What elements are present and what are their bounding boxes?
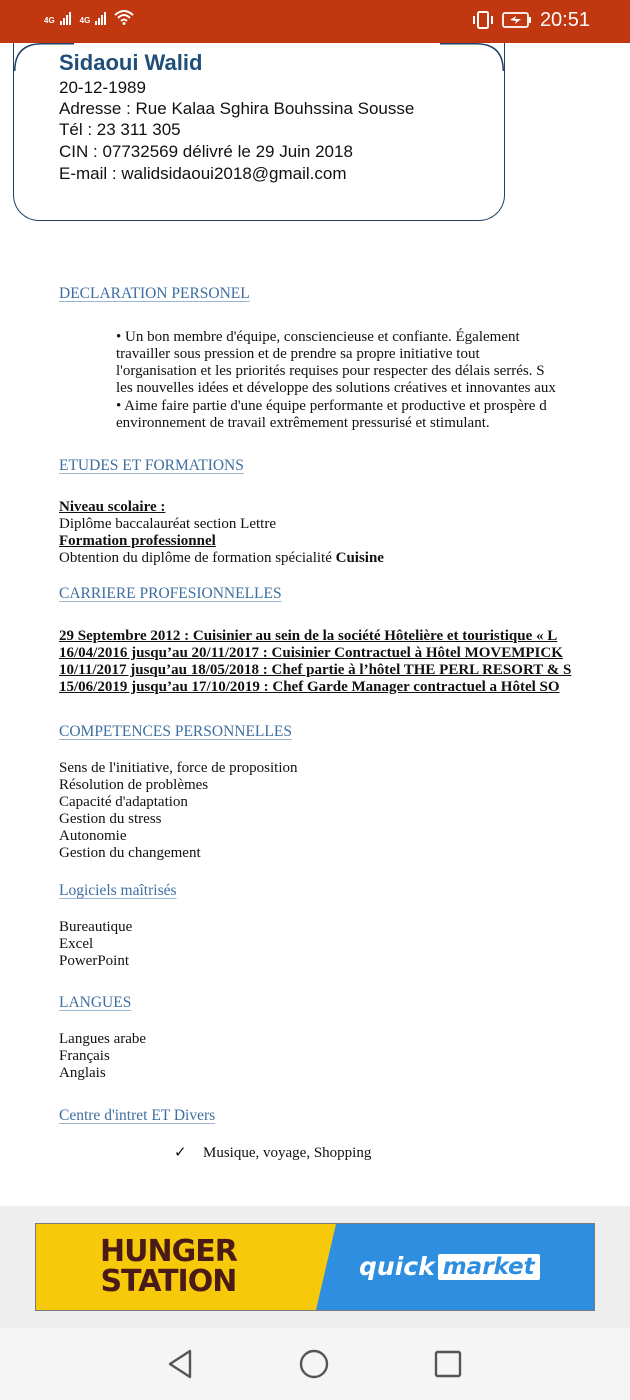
network-type-1: 4G bbox=[44, 16, 55, 25]
vibrate-icon bbox=[472, 10, 494, 30]
checkmark-icon: ✓ bbox=[174, 1145, 187, 1161]
ad-brand-logo bbox=[100, 1234, 237, 1299]
navigation-bar bbox=[0, 1328, 630, 1400]
clock: 20:51 bbox=[539, 9, 590, 31]
training-label: Formation professionnel bbox=[59, 533, 216, 549]
declaration-line: • Un bon membre d'équipe, consciencieuse et confiante. Également bbox=[116, 329, 520, 345]
career-entry: 15/06/2019 jusqu’au 17/10/2019 : Chef Garde Manager contractuel a Hôtel SO bbox=[59, 679, 560, 695]
skill-item: Gestion du stress bbox=[59, 811, 162, 827]
ad-tag-part2: market bbox=[438, 1254, 540, 1280]
cin: CIN : 07732569 délivré le 29 Juin 2018 bbox=[59, 142, 353, 161]
section-title-software: Logiciels maîtrisés bbox=[59, 882, 177, 899]
ad-brand-line2: STATION bbox=[100, 1264, 237, 1299]
box-corner-right bbox=[440, 43, 504, 73]
language-item: Anglais bbox=[59, 1065, 106, 1081]
status-bar bbox=[0, 0, 630, 43]
language-item: Langues arabe bbox=[59, 1031, 147, 1047]
declaration-line: • Aime faire partie d'une équipe performante et productive et prospère d bbox=[116, 398, 547, 414]
cv-document[interactable] bbox=[0, 43, 630, 1206]
section-title-declaration: DECLARATION PERSONEL bbox=[59, 285, 250, 302]
phone: Tél : 23 311 305 bbox=[59, 120, 181, 139]
email: E-mail : walidsidaoui2018@gmail.com bbox=[59, 164, 347, 183]
training-prefix: Obtention du diplôme de formation spécialité bbox=[59, 550, 336, 566]
candidate-name: Sidaoui Walid bbox=[59, 50, 203, 75]
language-item: Français bbox=[59, 1048, 110, 1064]
skill-item: Autonomie bbox=[59, 828, 127, 844]
section-title-education: ETUDES ET FORMATIONS bbox=[59, 457, 244, 474]
training-specialty: Cuisine bbox=[335, 550, 384, 566]
signal-icon bbox=[95, 9, 106, 25]
declaration-line: environnement de travail extrêmement pressurisé et stimulant. bbox=[116, 415, 490, 431]
ad-tagline bbox=[359, 1252, 540, 1281]
ad-brand-line1: HUNGER bbox=[100, 1234, 237, 1269]
battery-charging-icon bbox=[502, 11, 532, 29]
wifi-icon bbox=[114, 9, 134, 25]
software-item: Bureautique bbox=[59, 919, 133, 935]
skill-item: Sens de l'initiative, force de proposition bbox=[59, 760, 298, 776]
career-entry: 16/04/2016 jusqu’au 20/11/2017 : Cuisinier Contractuel à Hôtel MOVEMPICK bbox=[59, 645, 563, 661]
ad-area bbox=[0, 1206, 630, 1328]
recents-icon[interactable] bbox=[432, 1348, 464, 1380]
section-title-skills: COMPETENCES PERSONNELLES bbox=[59, 723, 292, 740]
ad-tag-part1: quick bbox=[359, 1252, 435, 1281]
training-value bbox=[59, 550, 384, 567]
declaration-line: l'organisation et les priorités requises pour respecter des délais serrés. S bbox=[116, 363, 545, 379]
skill-item: Résolution de problèmes bbox=[59, 777, 209, 793]
ad-banner[interactable] bbox=[35, 1223, 595, 1311]
declaration-line: les nouvelles idées et développe des solutions créatives et innovantes aux bbox=[116, 380, 556, 396]
back-icon[interactable] bbox=[164, 1348, 196, 1380]
section-title-interests: Centre d'intret ET Divers bbox=[59, 1107, 216, 1124]
education-level-label: Niveau scolaire : bbox=[59, 499, 166, 515]
birthdate: 20-12-1989 bbox=[59, 78, 146, 97]
skill-item: Capacité d'adaptation bbox=[59, 794, 188, 810]
skill-item: Gestion du changement bbox=[59, 845, 201, 861]
career-entry: 29 Septembre 2012 : Cuisinier au sein de la société Hôtelière et touristique « L bbox=[59, 628, 558, 644]
software-item: PowerPoint bbox=[59, 953, 130, 969]
declaration-line: travailler sous pression et de prendre sa propre initiative tout bbox=[116, 346, 480, 362]
home-icon[interactable] bbox=[298, 1348, 330, 1380]
section-title-career: CARRIERE PROFESIONNELLES bbox=[59, 585, 282, 602]
address: Adresse : Rue Kalaa Sghira Bouhssina Sousse bbox=[59, 99, 415, 118]
career-entry: 10/11/2017 jusqu’au 18/05/2018 : Chef partie à l’hôtel THE PERL RESORT & S bbox=[59, 662, 572, 678]
software-item: Excel bbox=[59, 936, 94, 952]
signal-icon bbox=[60, 9, 71, 25]
education-level-value: Diplôme baccalauréat section Lettre bbox=[59, 516, 276, 532]
interests-text: Musique, voyage, Shopping bbox=[203, 1145, 372, 1161]
network-type-2: 4G bbox=[79, 16, 91, 25]
section-title-languages: LANGUES bbox=[59, 994, 132, 1011]
